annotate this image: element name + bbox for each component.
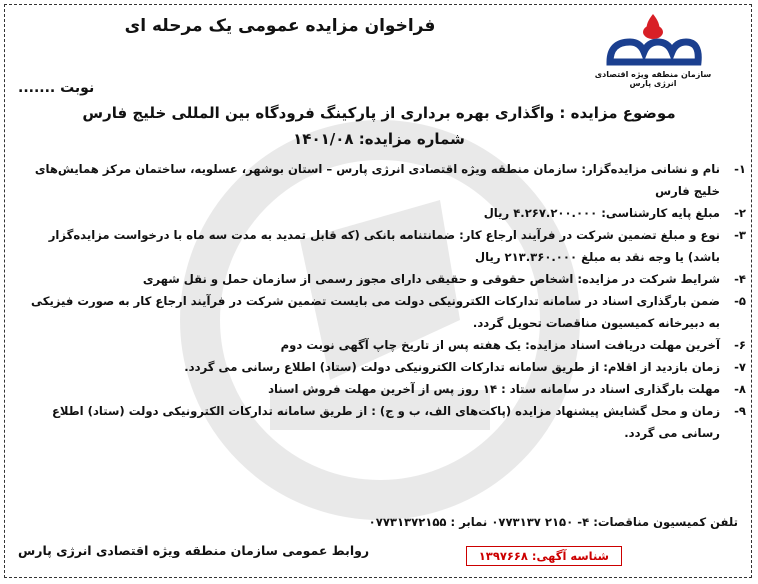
notice-title: فراخوان مزایده عمومی یک مرحله ای xyxy=(124,16,436,36)
item-number: ۷- xyxy=(734,360,746,374)
item-number: ۶- xyxy=(734,338,746,352)
commission-phone: تلفن کمیسیون مناقصات: ۴- ۲۱۵۰ ۰۷۷۳۱۳۷ نمابر : ۰۷۷۳۱۳۷۲۱۵۵ xyxy=(368,515,738,529)
logo-caption: سازمان منطقه ویژه اقتصادی انرژی پارس xyxy=(594,70,712,88)
item-number: ۹- xyxy=(734,404,746,418)
auction-subject: موضوع مزایده : واگذاری بهره برداری از پارکینگ فرودگاه بین المللی خلیج فارس xyxy=(82,104,676,122)
item-number: ۲- xyxy=(734,206,746,220)
item-number: ۴- xyxy=(734,272,746,286)
list-item xyxy=(20,290,746,334)
item-text: مبلغ پایه کارشناسی: ۴.۲۶۷.۲۰۰.۰۰۰ ریال xyxy=(483,206,720,220)
item-text: نوع و مبلغ تضمین شرکت در فرآیند ارجاع کار: ضمانتنامه بانکی (که قابل تمدید به مدت سه ماه با درخواست مزایده‌گزار باشد) یا وجه نقد به مبلغ ۲۱۳.۳۶۰.۰۰۰ ریال xyxy=(48,228,720,264)
list-item xyxy=(20,334,746,356)
flame-emblem-icon xyxy=(588,10,718,70)
item-number: ۱- xyxy=(734,162,746,176)
item-text: زمان بازدید از اقلام: از طریق سامانه تدارکات الکترونیکی دولت (ستاد) اطلاع رسانی می گردد. xyxy=(184,360,720,374)
conditions-list xyxy=(20,158,746,444)
item-text: زمان و محل گشایش پیشنهاد مزایده (پاکت‌های الف، ب و ج) : از طریق سامانه تدارکات الکترونیکی دولت (ستاد) اطلاع رسانی می گردد. xyxy=(52,404,720,440)
item-text: شرایط شرکت در مزایده: اشخاص حقوقی و حقیقی دارای مجوز رسمی از سازمان حمل و نقل شهری xyxy=(142,272,720,286)
item-text: آخرین مهلت دریافت اسناد مزایده: یک هفته پس از تاریخ چاپ آگهی نوبت دوم xyxy=(280,338,720,352)
list-item xyxy=(20,356,746,378)
ad-id-badge: شناسه آگهی: ۱۳۹۷۶۶۸ xyxy=(466,546,622,566)
item-text: نام و نشانی مزایده‌گزار: سازمان منطقه ویژه اقتصادی انرژی پارس – استان بوشهر، عسلویه، ساختمان مرکز همایش‌های خلیج فارس xyxy=(34,162,720,198)
list-item xyxy=(20,158,746,202)
item-text: مهلت بارگذاری اسناد در سامانه ستاد : ۱۴ روز پس از آخرین مهلت فروش اسناد xyxy=(268,382,720,396)
auction-number: شماره مزایده: ۱۴۰۱/۰۸ xyxy=(293,130,465,148)
list-item xyxy=(20,202,746,224)
list-item xyxy=(20,268,746,290)
organization-logo xyxy=(588,10,718,90)
list-item xyxy=(20,400,746,444)
item-number: ۸- xyxy=(734,382,746,396)
list-item xyxy=(20,224,746,268)
item-number: ۳- xyxy=(734,228,746,242)
public-relations-signature: روابط عمومی سازمان منطقه ویژه اقتصادی انرژی پارس xyxy=(18,543,370,558)
turn-number: نوبت ....... xyxy=(18,80,95,96)
list-item xyxy=(20,378,746,400)
item-text: ضمن بارگذاری اسناد در سامانه تدارکات الکترونیکی دولت می بایست تضمین شرکت در فرآیند ارجاع کار به صورت فیزیکی به دبیرخانه کمیسیون مناقصات تحویل گردد. xyxy=(30,294,720,330)
item-number: ۵- xyxy=(734,294,746,308)
